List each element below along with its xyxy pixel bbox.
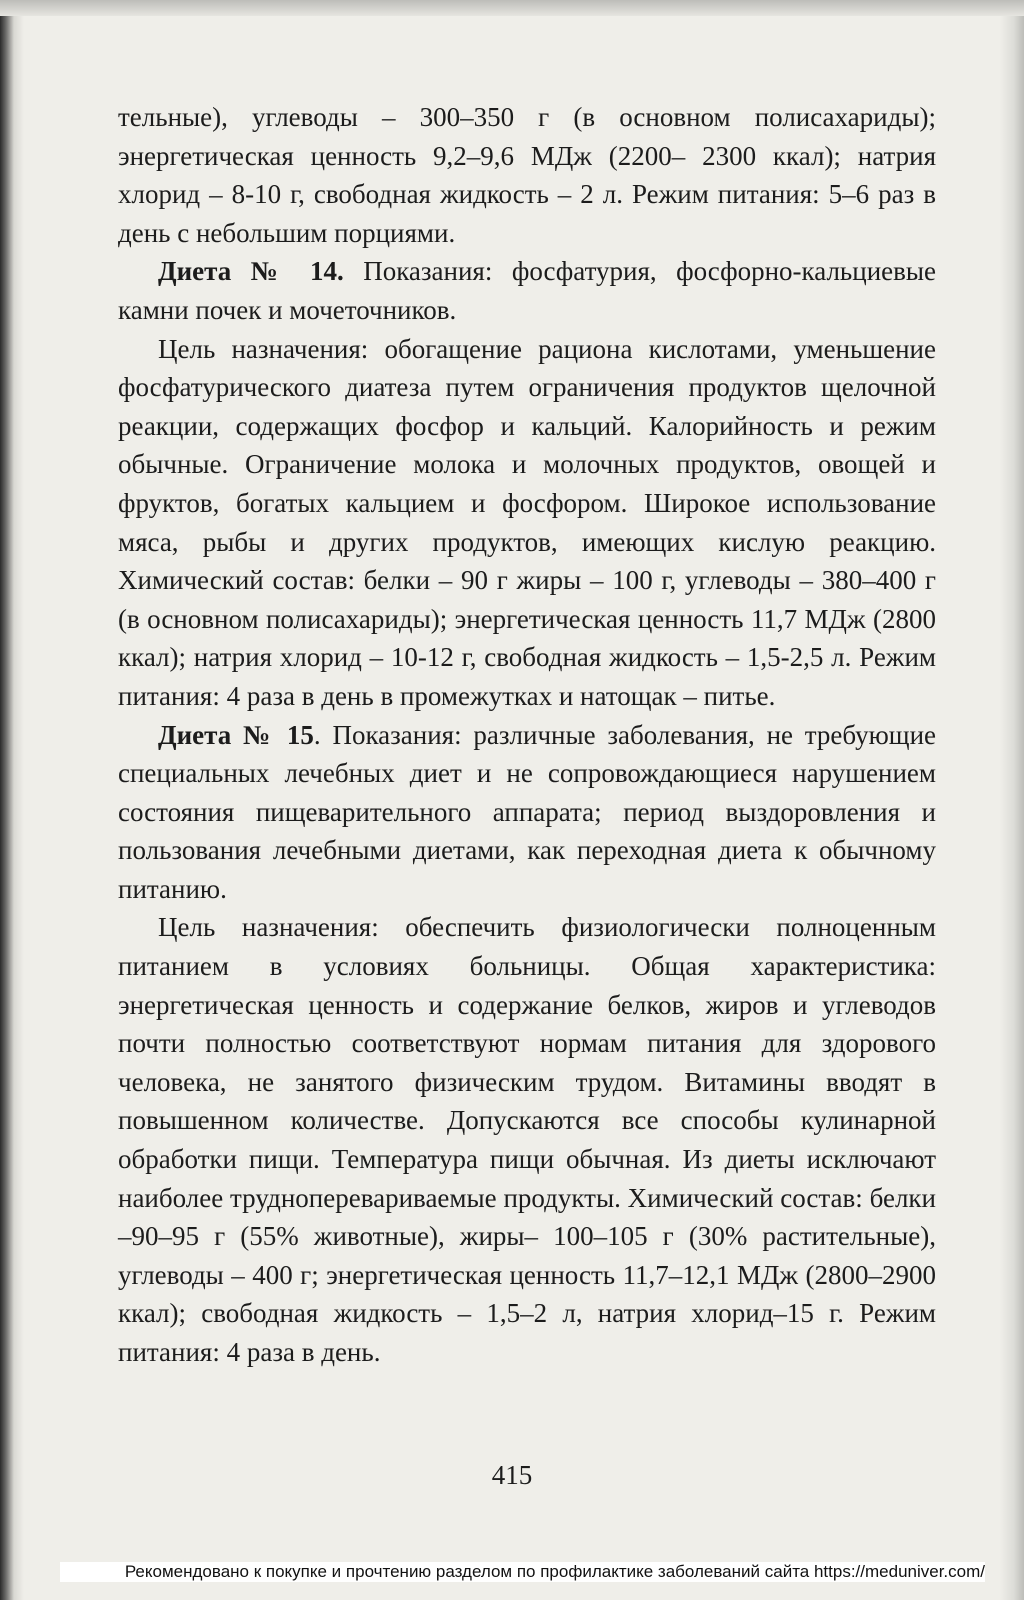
paragraph-text: . Показания: различные заболевания, не требующие специальных лечебных диет и не сопровождающиеся нарушением состояния пищеварительного аппарата; период выздоровления и пользования лечебными диетами, как переходная диета к обычному питанию. bbox=[118, 719, 937, 904]
paragraph-continuation bbox=[118, 98, 936, 252]
footer-recommendation-note: Рекомендовано к покупке и прочтению разделом по профилактике заболеваний сайта https://meduniver.com/ bbox=[60, 1562, 985, 1582]
paragraph-text: Показания: фосфатурия, фосфорно-кальциевые камни почек и мочеточников. bbox=[118, 256, 936, 325]
page-body bbox=[118, 98, 936, 1372]
paragraph-text: Цель назначения: обогащение рациона кислотами, уменьшение фосфатурического диатеза путем ограничения продуктов щелочной реакции, содержащих фосфор и кальций. Калорийность и режим обычные. Ограничение молока и молочных продуктов, овощей и фруктов, богатых кальцием и фосфором. Широкое использование мяса, рыбы и других продуктов, имеющих кислую реакцию. Химический состав: белки – 90 г жиры – 100 г, углеводы – 380–400 г (в основном полисахариды); энергетическая ценность 11,7 МДж (2800 ккал); натрия хлорид – 10-12 г, свободная жидкость – 1,5-2,5 л. Режим питания: 4 раза в день в промежутках и натощак – питье. bbox=[118, 333, 936, 711]
paragraph-diet-15-purpose bbox=[118, 908, 936, 1371]
diet-15-heading: Диета № 15 bbox=[158, 719, 314, 750]
diet-14-heading: Диета № 14. bbox=[158, 256, 344, 287]
paragraph-diet-14-purpose bbox=[118, 330, 936, 716]
scan-top-edge bbox=[0, 0, 1024, 16]
paragraph-text: Цель назначения: обеспечить физиологически полноценным питанием в условиях больницы. Общая характеристика: энергетическая ценность и содержание белков, жиров и углеводов почти полностью соответствуют нормам питания для здорового человека, не занятого физическим трудом. Витамины вводят в повышенном количестве. Допускаются все способы кулинарной обработки пищи. Температура пищи обычная. Из диеты исключают наиболее трудноперевариваемые продукты. Химический состав: белки –90–95 г (55% животные), жиры– 100–105 г (30% растительные), углеводы – 400 г; энергетическая ценность 11,7–12,1 МДж (2800–2900 ккал); свободная жидкость – 1,5–2 л, натрия хлорид–15 г. Режим питания: 4 раза в день. bbox=[118, 912, 936, 1367]
paragraph-text: тельные), углеводы – 300–350 г (в основном полисахариды); энергетическая ценность 9,2–9,6 МДж (2200– 2300 ккал); натрия хлорид – 8-10 г, свободная жидкость – 2 л. Режим питания: 5–6 раз в день с небольшим порциями. bbox=[118, 102, 936, 248]
page-number: 415 bbox=[491, 1460, 533, 1490]
paragraph-diet-14-indications bbox=[118, 252, 936, 329]
paragraph-diet-15-indications bbox=[118, 716, 936, 909]
